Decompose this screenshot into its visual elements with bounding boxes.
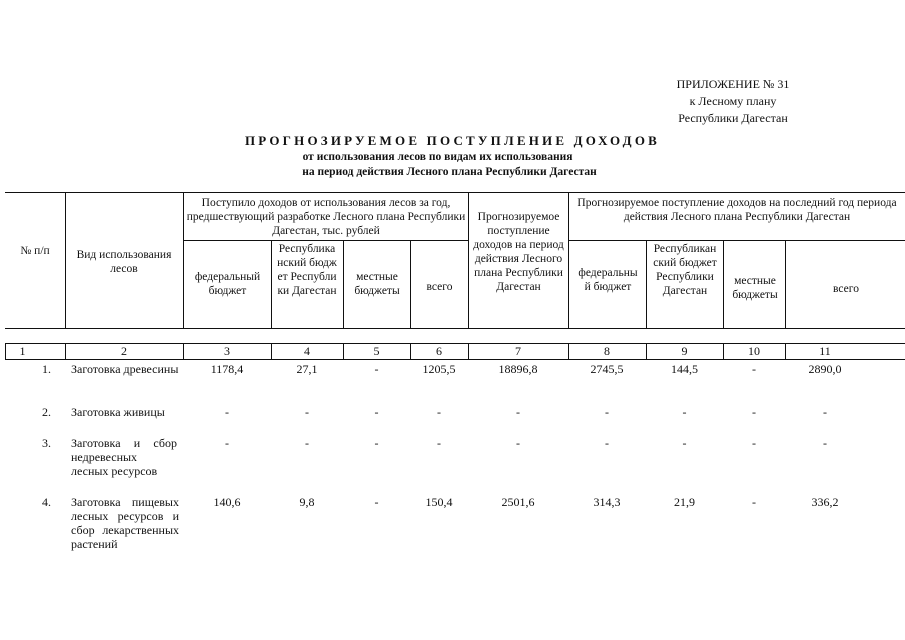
row-value: - (605, 436, 609, 450)
appendix-line1: ПРИЛОЖЕНИЕ № 31 (676, 77, 790, 91)
header-last-year-group: Прогнозируемое поступление доходов на последний год периода действия Лесного плана Республики Дагестан (577, 197, 897, 223)
column-number: 11 (819, 344, 831, 358)
row-value: 2501,6 (501, 495, 535, 509)
header-total: всего (426, 281, 453, 293)
row-value: - (305, 436, 309, 450)
row-value: 144,5 (671, 362, 698, 376)
row-value: - (752, 405, 756, 419)
row-number: 2. (42, 405, 51, 419)
row-value: - (374, 405, 379, 419)
row-value: - (305, 405, 309, 419)
row-number: 3. (42, 436, 51, 450)
header-prev-year-group: Поступило доходов от использования лесов за год, предшествующий разработке Лесного плана Республики Дагестан, тыс. рублей (186, 197, 466, 237)
row-name: Заготовка древесины (71, 362, 179, 376)
row-value: - (823, 436, 827, 450)
row-value: 1205,5 (422, 362, 456, 376)
column-number: 8 (604, 344, 610, 358)
column-number: 5 (373, 344, 380, 358)
header-federal-2: федеральный бюджет (578, 267, 638, 293)
appendix-line2: к Лесному плану (689, 94, 777, 108)
row-value: - (752, 436, 756, 450)
row-value: 18896,8 (498, 362, 538, 376)
document-subtitle-2: на период действия Лесного плана Республики Дагестан (302, 166, 597, 178)
row-value: 2745,5 (590, 362, 624, 376)
header-republic-2: Республиканский бюджет Республики Дагестан (653, 243, 717, 297)
appendix-line3: Республики Дагестан (678, 111, 788, 125)
column-number: 4 (304, 344, 310, 358)
header-kind: Вид использования лесов (76, 249, 172, 275)
row-value: - (823, 405, 827, 419)
row-value: 2890,0 (808, 362, 842, 376)
row-value: - (516, 436, 520, 450)
row-value: - (374, 362, 379, 376)
row-value: - (225, 436, 229, 450)
row-value: - (437, 405, 441, 419)
column-number: 6 (436, 344, 442, 358)
column-number: 7 (515, 344, 521, 358)
header-num: № п/п (20, 245, 50, 257)
column-number: 3 (224, 344, 230, 358)
row-value: 21,9 (674, 495, 695, 509)
row-name: Заготовка и сбор недревесных лесных ресурсов (71, 436, 177, 478)
row-value: 1178,4 (210, 362, 244, 376)
row-value: - (752, 495, 756, 509)
row-value: - (752, 362, 756, 376)
row-number: 4. (42, 495, 51, 509)
header-forecast: Прогнозируемое поступление доходов на период действия Лесного плана Республики Дагестан (473, 211, 564, 293)
header-federal: федеральный бюджет (194, 271, 261, 297)
column-number: 10 (748, 344, 760, 358)
row-value: 9,8 (299, 495, 315, 509)
row-value: 314,3 (593, 495, 621, 509)
column-number: 1 (19, 344, 26, 358)
column-number: 2 (121, 344, 127, 358)
row-value: 336,2 (811, 495, 839, 509)
row-name: Заготовка живицы (71, 405, 165, 419)
document-subtitle-1: от использования лесов по видам их использования (302, 151, 573, 163)
row-value: 150,4 (425, 495, 453, 509)
row-value: - (516, 405, 520, 419)
appendix-label (648, 76, 818, 127)
row-name: Заготовка пищевых лесных ресурсов и сбор лекарственных растений (71, 495, 179, 551)
header-local: местные бюджеты (354, 271, 400, 297)
row-value: 140,6 (213, 495, 241, 509)
row-value: - (437, 436, 441, 450)
row-value: - (374, 436, 379, 450)
document-title: ПРОГНОЗИРУЕМОЕ ПОСТУПЛЕНИЕ ДОХОДОВ (244, 133, 661, 148)
column-number: 9 (681, 344, 688, 358)
row-value: 27,1 (296, 362, 318, 376)
row-value: - (682, 436, 687, 450)
header-local-2: местные бюджеты (732, 275, 778, 301)
row-value: - (605, 405, 609, 419)
row-number: 1. (42, 362, 51, 376)
row-value: - (374, 495, 379, 509)
row-value: - (682, 405, 687, 419)
header-republic: Республиканский бюджет Республики Дагестан (277, 243, 337, 297)
row-value: - (225, 405, 229, 419)
header-total-2: всего (833, 283, 859, 295)
